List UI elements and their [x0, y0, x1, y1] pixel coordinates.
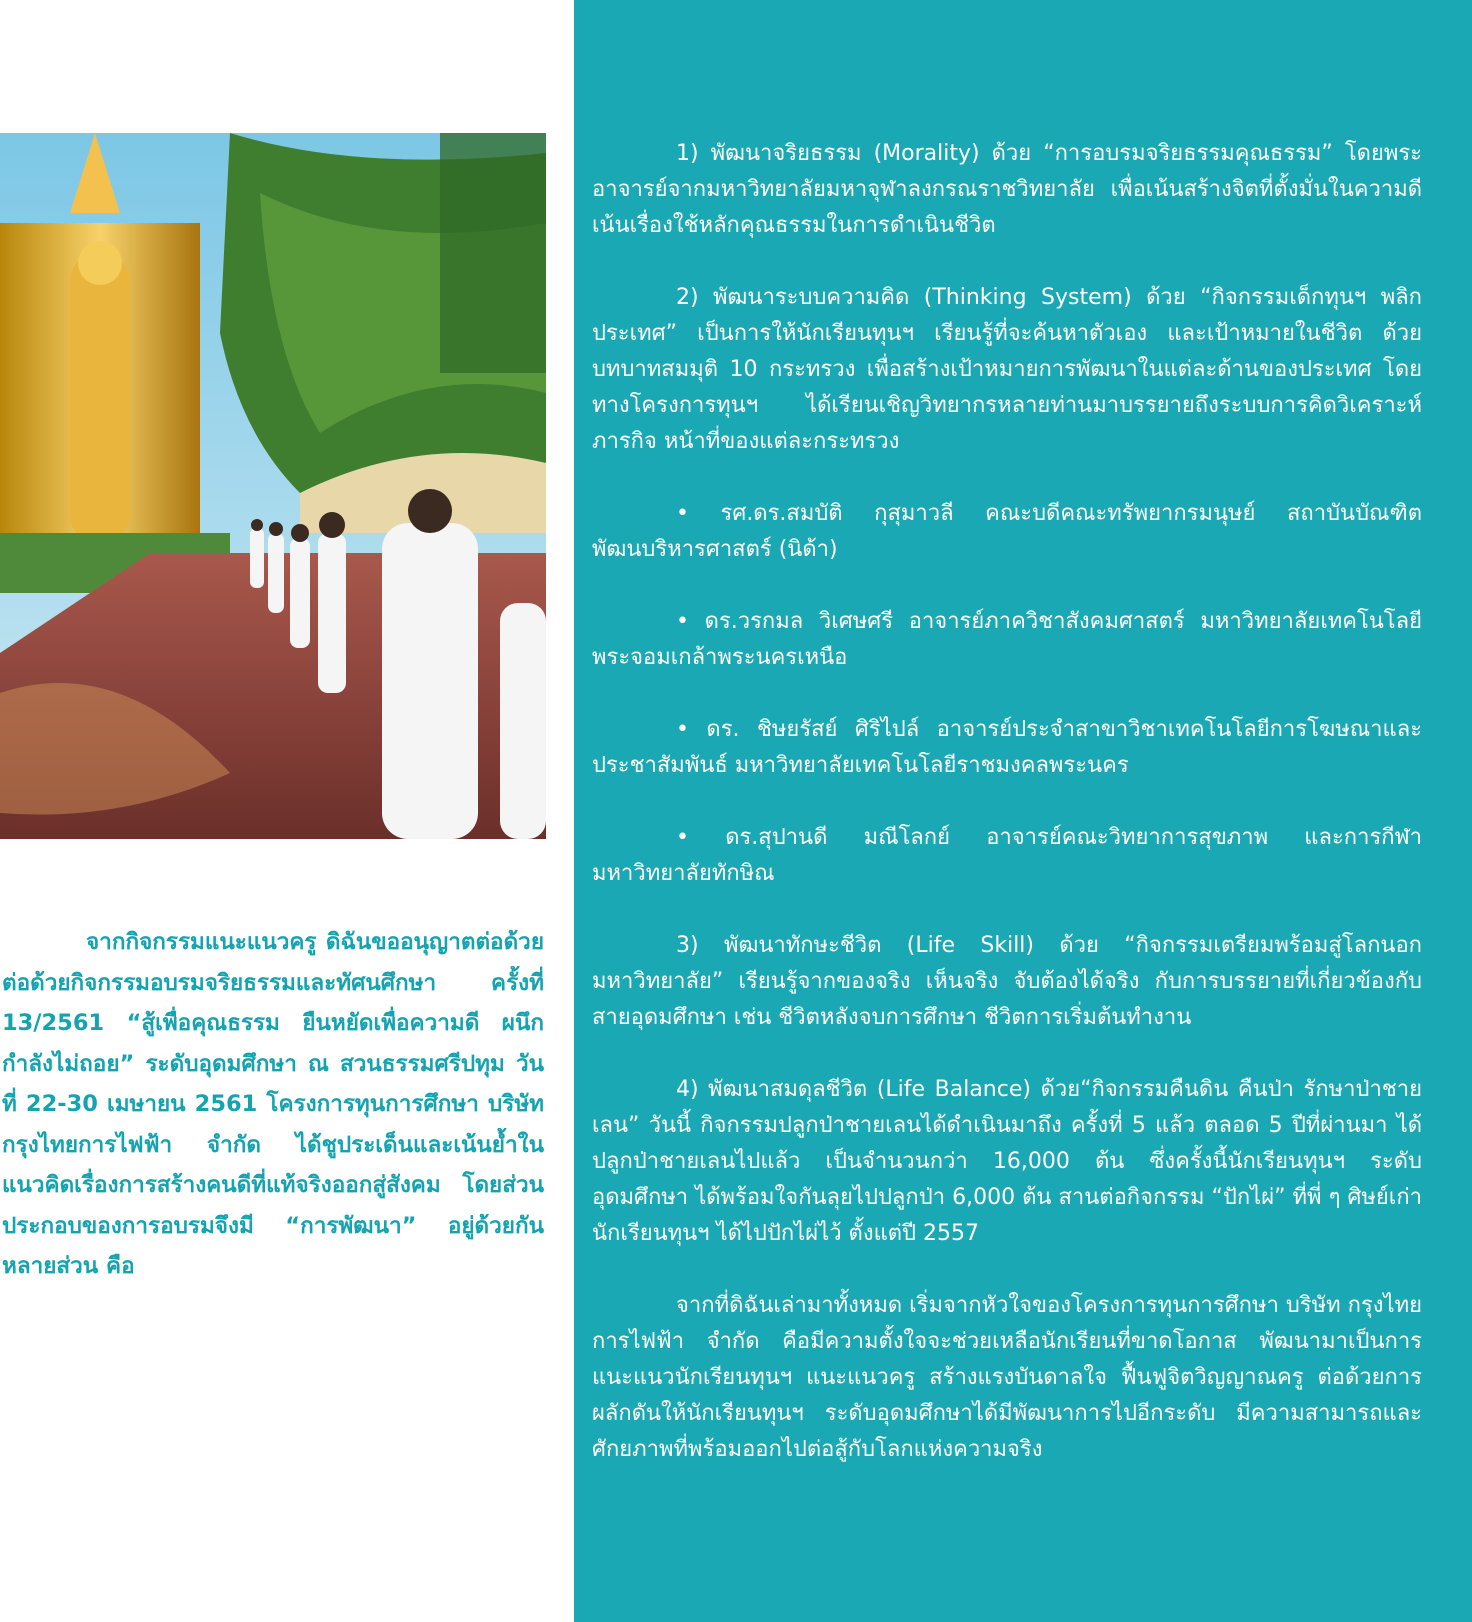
photo-illustration	[0, 133, 546, 839]
paragraph-morality: 1) พัฒนาจริยธรรม (Morality) ด้วย “การอบรมจริยธรรมคุณธรรม” โดยพระอาจารย์จากมหาวิทยาลัยมหาจุฬาลงกรณราชวิทยาลัย เพื่อเน้นสร้างจิตที่ตั้งมั่นในความดี เน้นเรื่องใช้หลักคุณธรรมในการดำเนินชีวิต	[592, 141, 1422, 238]
paragraph-thinking-system: 2) พัฒนาระบบความคิด (Thinking System) ด้วย “กิจกรรมเด็กทุนฯ พลิกประเทศ” เป็นการให้นักเรียนทุนฯ เรียนรู้ที่จะค้นหาตัวเอง และเป้าหมายในชีวิต ด้วยบทบาทสมมุติ 10 กระทรวง เพื่อสร้างเป้าหมายการพัฒนาในแต่ละด้านของประเทศ โดยทางโครงการทุนฯ ได้เรียนเชิญวิทยากรหลายท่านมาบรรยายถึงระบบการคิดวิเคราะห์ ภารกิจ หน้าที่ของแต่ละกระทรวง	[592, 285, 1422, 454]
article-body	[592, 136, 1422, 1468]
bullet-speaker-2: • ดร.วรกมล วิเศษศรี อาจารย์ภาควิชาสังคมศาสตร์ มหาวิทยาลัยเทคโนโลยีพระจอมเกล้าพระนครเหนือ	[592, 609, 1422, 670]
bullet-speaker-1: • รศ.ดร.สมบัติ กุสุมาวลี คณะบดีคณะทรัพยากรมนุษย์ สถาบันบัณฑิตพัฒนบริหารศาสตร์ (นิด้า)	[592, 501, 1422, 562]
paragraph-conclusion: จากที่ดิฉันเล่ามาทั้งหมด เริ่มจากหัวใจของโครงการทุนการศึกษา บริษัท กรุงไทยการไฟฟ้า จำกัด คือมีความตั้งใจจะช่วยเหลือนักเรียนที่ขาดโอกาส พัฒนามาเป็นการแนะแนวนักเรียนทุนฯ แนะแนวครู สร้างแรงบันดาลใจ ฟื้นฟูจิตวิญญาณครู ต่อด้วยการผลักดันให้นักเรียนทุนฯ ระดับอุดมศึกษาได้มีพัฒนาการไปอีกระดับ มีความสามารถและศักยภาพที่พร้อมออกไปต่อสู้กับโลกแห่งความจริง	[592, 1293, 1422, 1462]
bullet-speaker-4: • ดร.สุปานดี มณีโลกย์ อาจารย์คณะวิทยาการสุขภาพ และการกีฬามหาวิทยาลัยทักษิณ	[592, 825, 1422, 886]
paragraph-life-balance: 4) พัฒนาสมดุลชีวิต (Life Balance) ด้วย“กิจกรรมคืนดิน คืนป่า รักษาป่าชายเลน” วันนี้ กิจกรรมปลูกป่าชายเลนได้ดำเนินมาถึง ครั้งที่ 5 แล้ว ตลอด 5 ปีที่ผ่านมา ได้ปลูกป่าชายเลนไปแล้ว เป็นจำนวนกว่า 16,000 ต้น ซึ่งครั้งนี้นักเรียนทุนฯ ระดับอุดมศึกษา ได้พร้อมใจกันลุยไปปลูกป่า 6,000 ต้น สานต่อกิจกรรม “ปักไผ่” ที่พี่ ๆ ศิษย์เก่านักเรียนทุนฯ ได้ไปปักไผ่ไว้ ตั้งแต่ปี 2557	[592, 1077, 1422, 1246]
paragraph-life-skill: 3) พัฒนาทักษะชีวิต (Life Skill) ด้วย “กิจกรรมเตรียมพร้อมสู่โลกนอกมหาวิทยาลัย” เรียนรู้จากของจริง เห็นจริง จับต้องได้จริง กับการบรรยายที่เกี่ยวข้องกับสายอุดมศึกษา เช่น ชีวิตหลังจบการศึกษา ชีวิตการเริ่มต้นทำงาน	[592, 933, 1422, 1030]
temple-walk-photo	[0, 133, 546, 839]
intro-paragraph: จากกิจกรรมแนะแนวครู ดิฉันขออนุญาตต่อด้วยต่อด้วยกิจกรรมอบรมจริยธรรมและทัศนศึกษา ครั้งที่ 13/2561 “สู้เพื่อคุณธรรม ยืนหยัดเพื่อความดี ผนึกกำลังไม่ถอย” ระดับอุดมศึกษา ณ สวนธรรมศรีปทุม วันที่ 22-30 เมษายน 2561 โครงการทุนการศึกษา บริษัท กรุงไทยการไฟฟ้า จำกัด ได้ชูประเด็นและเน้นย้ำในแนวคิดเรื่องการสร้างคนดีที่แท้จริงออกสู่สังคม โดยส่วนประกอบของการอบรมจึงมี “การพัฒนา” อยู่ด้วยกันหลายส่วน คือ	[2, 929, 544, 1279]
bullet-speaker-3: • ดร. ชิษยรัสย์ ศิริไปล์ อาจารย์ประจำสาขาวิชาเทคโนโลยีการโฆษณาและประชาสัมพันธ์ มหาวิทยาลัยเทคโนโลยีราชมงคลพระนคร	[592, 717, 1422, 778]
